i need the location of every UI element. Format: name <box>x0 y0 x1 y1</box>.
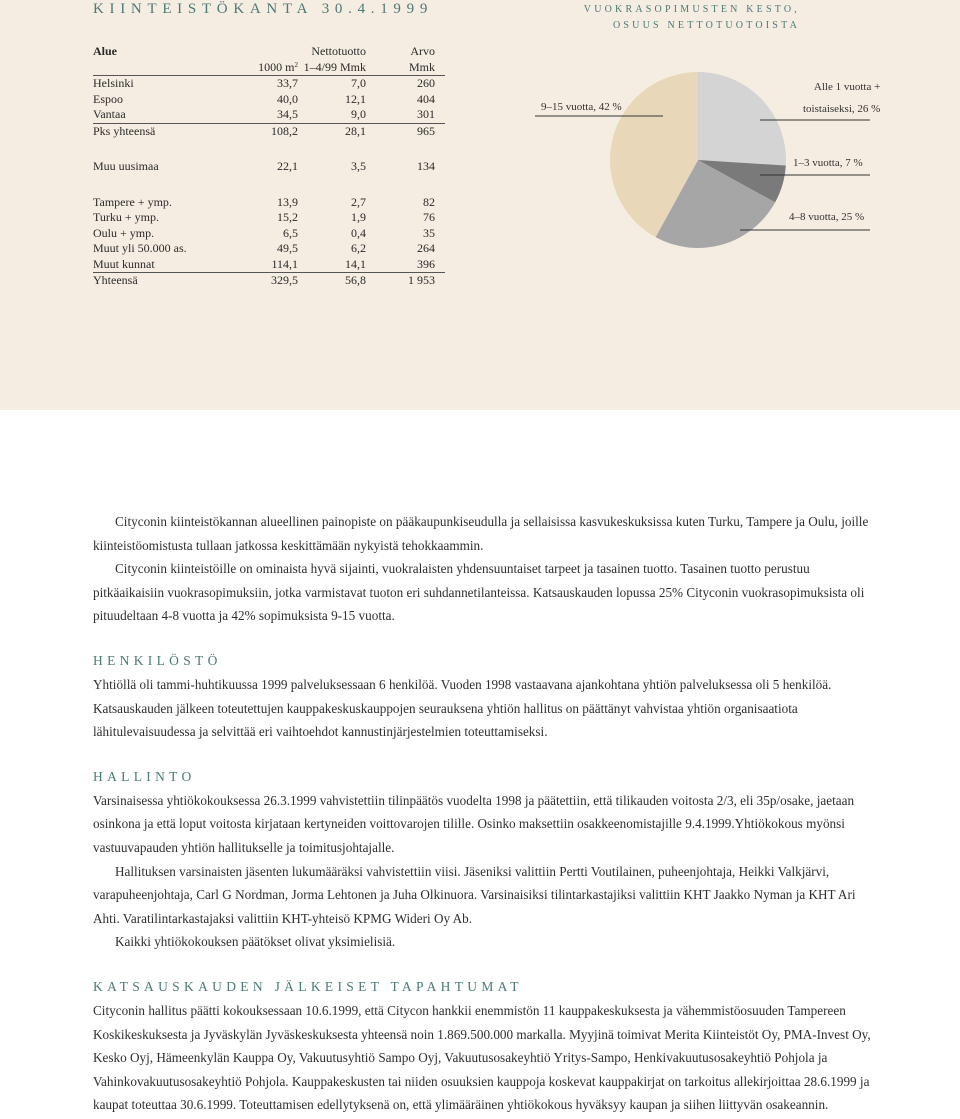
table-cell: Muut yli 50.000 as. <box>93 241 187 255</box>
paragraph: Cityconin hallitus päätti kokouksessaan 10.6.1999, että Citycon hankkii enemmistön 11 kauppakeskuksesta ja vähemmistöosuuden Tampereen Koskikeskuksesta ja Jyväskylän Jyväskeskuksesta yhteensä noin 1.869.500.000 markalla. Myyjinä toimivat Merita Kiinteistöt Oy, PMA-Invest Oy, Kesko Oyj, Hämeenkylän Kauppa Oy, Vakuutusyhtiö Sampo Oyj, Vakuutusosakeyhtiö Yritys-Sampo, Henkivakuutusosakeyhtiö Pohjola ja Vahinkovakuutusosakeyhtiö Pohjola. Kauppakeskusten tai niiden osuuksien kauppoja koskevat kauppakirjat on tarkoitus allekirjoittaa 28.6.1999 ja kaupat toteuttaa 30.6.1999. Toteuttamisen edellytyksenä on, että ylimääräinen yhtiökokous hyväksyy kaupan ja siihen liittyvän osakeannin. <box>93 1002 871 1113</box>
paragraph: Yhtiöllä oli tammi-huhtikuussa 1999 palveluksessaan 6 henkilöä. Vuoden 1998 vastaavana ajankohtana yhtiön palveluksessa oli 5 henkilöä. Katsauskauden jälkeen toteutettujen kauppakeskuskauppojen seurauksena yhtiön hallitus on päättänyt vahvistaa yhtiön organisaatiota lähitulevaisuudessa ja selvittää eri vaihtoehdot kannustinjärjestelmien toteuttamiseksi. <box>93 676 832 740</box>
table-cell: 6,5 <box>283 225 298 240</box>
table-cell: 1 953 <box>408 273 435 287</box>
table-cell: 301 <box>417 107 435 121</box>
table-header-row <box>93 44 445 60</box>
table-cell: 49,5 <box>277 241 298 255</box>
page-title: KIINTEISTÖKANTA 30.4.1999 <box>93 1 434 17</box>
table-cell: 260 <box>417 76 435 90</box>
table-cell: 56,8 <box>345 273 366 287</box>
table-cell: Vantaa <box>93 107 126 121</box>
pie-slice-alle1 <box>698 72 786 166</box>
table-group-other <box>93 195 445 289</box>
table-cell: Pks yhteensä <box>93 123 156 138</box>
table-cell: 2,7 <box>351 194 366 209</box>
table-row <box>93 124 445 140</box>
paragraph: Hallituksen varsinaisten jäsenten lukumääräksi vahvistettiin viisi. Jäseniksi valittiin Pertti Voutilainen, puheenjohtaja, Heikki Valkjärvi, varapuheenjohtaja, Carl G Nordman, Jorma Lehtonen ja Juha Olkinuora. Varsinaisiksi tilintarkastajiksi valittiin KHT Jaakko Nyman ja KHT Ari Ahti. Varatilintarkastajaksi valittiin KHT-yhteisö KPMG Wideri Oy Ab. <box>93 863 856 926</box>
table-cell: 7,0 <box>351 76 366 90</box>
table-cell: Helsinki <box>93 76 134 90</box>
body-text <box>93 510 873 1117</box>
table-row <box>93 76 445 92</box>
table-row <box>93 107 445 124</box>
table-cell: 35 <box>423 225 435 240</box>
table-group-capital <box>93 76 445 139</box>
pie-label-1-3: 1–3 vuotta, 7 % <box>793 157 863 169</box>
table-cell: 396 <box>417 256 435 271</box>
table-row <box>93 210 445 226</box>
table-cell: Yhteensä <box>93 273 138 287</box>
pie-title-line1: VUOKRASOPIMUSTEN KESTO, <box>583 4 800 15</box>
pie-label-9-15: 9–15 vuotta, 42 % <box>541 101 622 113</box>
table-cell: 3,5 <box>351 159 366 173</box>
heading-henkilosto: HENKILÖSTÖ <box>93 652 222 668</box>
table-row <box>93 226 445 242</box>
table-cell: 76 <box>423 210 435 224</box>
header-unit: Mmk <box>408 59 435 74</box>
header-period: 1–4/99 Mmk <box>303 59 366 74</box>
table-cell: 108,2 <box>271 123 298 138</box>
table-cell: 404 <box>417 91 435 106</box>
table-cell: 40,0 <box>277 91 298 106</box>
table-subheader-row <box>93 60 445 77</box>
table-cell: Muut kunnat <box>93 256 155 271</box>
table-cell: 114,1 <box>271 256 298 271</box>
table-cell: 33,7 <box>277 76 298 90</box>
table-cell: 22,1 <box>277 159 298 173</box>
paragraph: Varsinaisessa yhtiökokouksessa 26.3.1999 vahvistettiin tilinpäätös vuodelta 1998 ja päätettiin, että tilikauden voitosta 2/3, eli 35p/osake, jaetaan osinkona ja että loput voitosta kirjataan kertyneiden voittovarojen tilille. Osinko maksettiin osakkeenomistajille 9.4.1999.Yhtiökokous myönsi vastuuvapauden yhtiön hallitukselle ja toimitusjohtajalle. <box>93 792 855 855</box>
table-cell: 329,5 <box>271 273 298 287</box>
table-row <box>93 241 445 257</box>
header-nettotuotto: Nettotuotto <box>311 44 366 58</box>
heading-hallinto: HALLINTO <box>93 768 196 784</box>
header-area: 1000 $m^2$ <box>258 59 298 74</box>
table-cell: Turku + ymp. <box>93 210 160 224</box>
table-row <box>93 257 445 274</box>
table-group-uusimaa <box>93 159 445 175</box>
table-cell: Tampere + ymp. <box>93 194 172 209</box>
table-cell: Oulu + ymp. <box>93 225 155 240</box>
table-cell: 6,2 <box>351 241 366 255</box>
header-alue: Alue <box>93 44 117 58</box>
paragraph: Cityconin kiinteistöille on ominaista hyvä sijainti, vuokralaisten yhdensuuntaiset tarpeet ja tasainen tuotto. Tasainen tuotto perustuu pitkäaikaisiin vuokrasopimuksiin, jotka varmistavat tuoton eri suhdannetilanteissa. Katsauskauden lopussa 25% Cityconin vuokrasopimuksista oli pituudeltaan 4-8 vuotta ja 42% sopimuksista 9-15 vuotta. <box>93 561 865 624</box>
table-cell: 9,0 <box>351 107 366 121</box>
table-cell: 264 <box>417 241 435 255</box>
table-row <box>93 195 445 211</box>
table-cell: 0,4 <box>351 225 366 240</box>
table-cell: 82 <box>423 194 435 209</box>
table-cell: 12,1 <box>345 91 366 106</box>
table-row <box>93 92 445 108</box>
table-row <box>93 159 445 175</box>
pie-label-4-8: 4–8 vuotta, 25 % <box>789 211 865 223</box>
table-cell: 28,1 <box>345 123 366 138</box>
table-cell: 14,1 <box>345 256 366 271</box>
heading-katsauskauden: KATSAUSKAUDEN JÄLKEISET TAPAHTUMAT <box>93 978 523 994</box>
paragraph: Kaikki yhtiökokouksen päätökset olivat yksimielisiä. <box>115 934 396 950</box>
table-cell: 13,9 <box>277 194 298 209</box>
table-cell: 134 <box>417 159 435 173</box>
table-cell: Muu uusimaa <box>93 159 159 173</box>
table-cell: 1,9 <box>351 210 366 224</box>
table-cell: 15,2 <box>277 210 298 224</box>
property-table <box>93 44 445 289</box>
table-cell: 965 <box>417 123 435 138</box>
header-arvo: Arvo <box>410 44 435 58</box>
table-row <box>93 273 445 289</box>
pie-label-alle1: Alle 1 vuotta + toistaiseksi, 26 % <box>803 81 881 115</box>
table-cell: 34,5 <box>277 107 298 121</box>
pie-chart-title <box>540 2 800 34</box>
table-cell: Espoo <box>93 91 123 106</box>
pie-title-line2: OSUUS NETTOTUOTOISTA <box>613 20 800 31</box>
paragraph: Cityconin kiinteistökannan alueellinen painopiste on pääkaupunkiseudulla ja sellaisissa kasvukeskuksissa kuten Turku, Tampere ja Oulu, joille kiinteistöomistusta tullaan jatkossa keskittämään nykyistä tehokkaammin. <box>93 514 869 553</box>
